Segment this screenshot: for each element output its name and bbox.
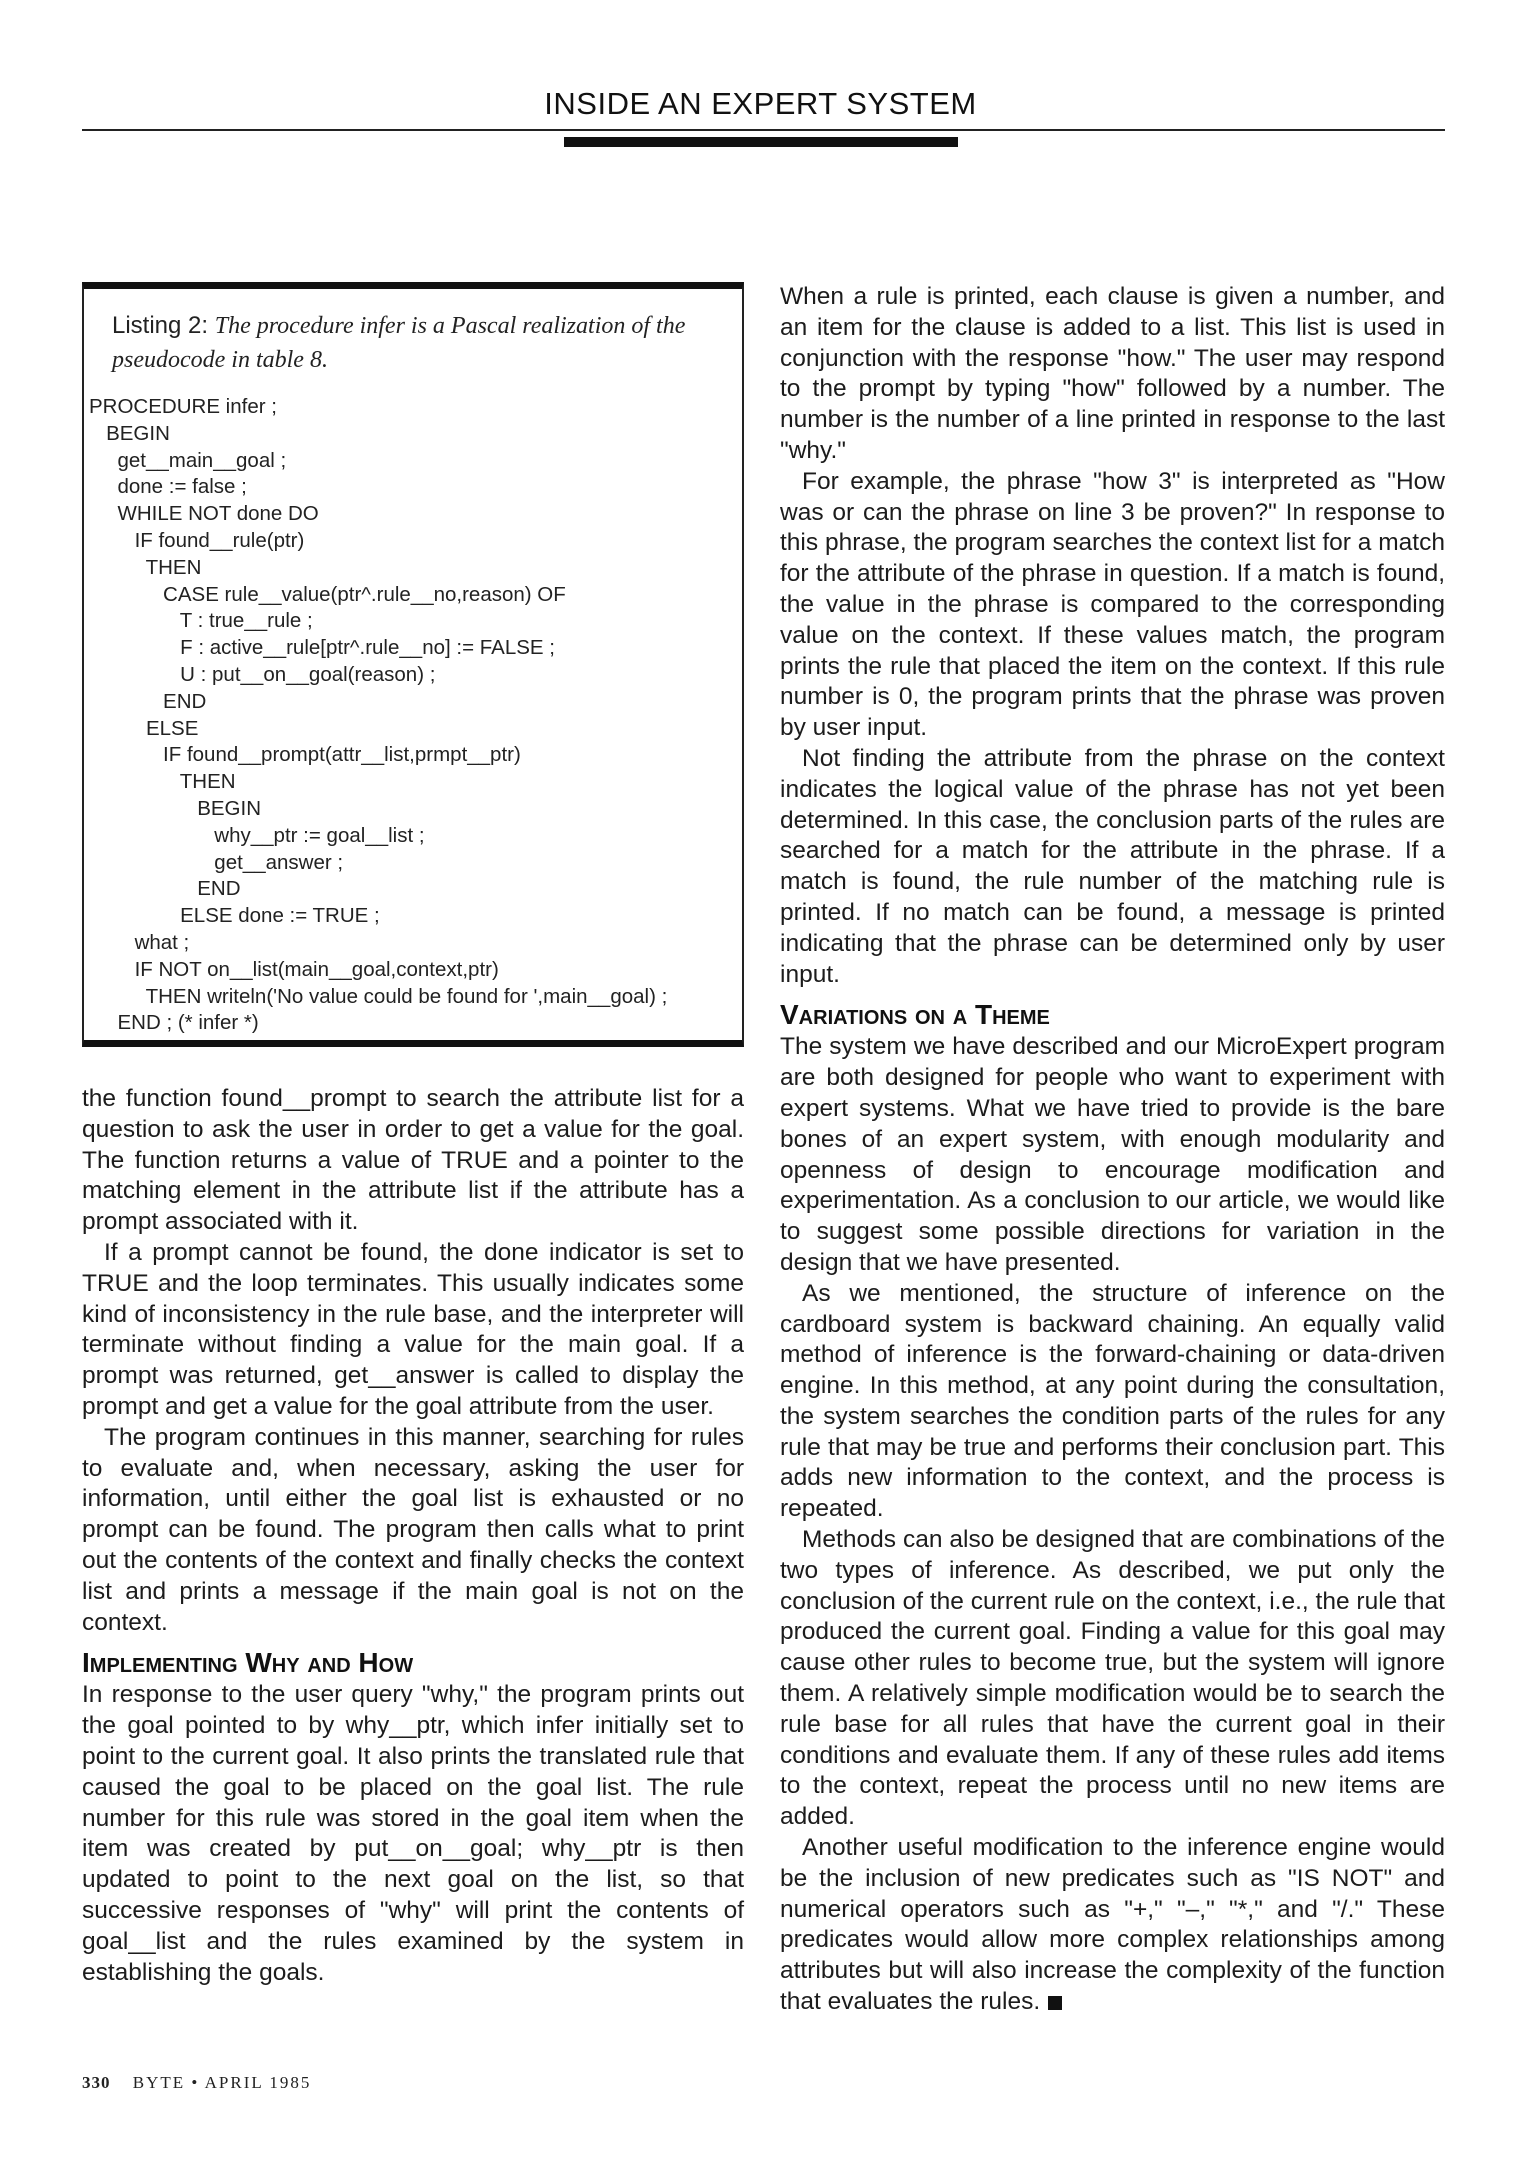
code-line: PROCEDURE infer ; — [89, 395, 277, 418]
paragraph: Not finding the attribute from the phrase on the context indicates the logical value of the phrase has not yet been determined. In this case, the conclusion parts of the rules are searched for a match for the attribute in the phrase. If a match is found, the rule number of the matching rule is printed. If no match can be found, a message is printed indicating that the phrase can be determined only by user input. — [780, 744, 1445, 988]
page-number: 330 — [82, 2073, 111, 2092]
code-line: END — [89, 877, 241, 901]
paragraph: Methods can also be designed that are combinations of the two types of inference. As described, we put only the conclusion of the current rule on the context, i.e., the rule that produced the current goal. Finding a value for this goal may cause other rules to become true, but the system will ignore them. A relatively simple modification would be to search the rule base for all rules that have the current goal in their conditions and evaluate them. If any of these rules add items to the context, repeat the process until no new items are added. — [780, 1526, 1445, 1831]
header-bar — [564, 137, 958, 147]
left-column — [82, 1084, 744, 1988]
paragraph: For example, the phrase "how 3" is interpreted as "How was or can the phrase on line 3 be proven?" In response to this phrase, the program searches the context list for a match for the attribute of the phrase in question. If a match is found, the value in the phrase is compared to the corresponding value on the context. If these values match, the program prints the rule that placed the item on the context. If this rule number is 0, the program prints that the phrase was proven by user input. — [780, 467, 1445, 742]
code-line: what ; — [89, 930, 190, 954]
code-line: T : true__rule ; — [89, 609, 313, 633]
paragraph: In response to the user query "why," the program prints out the goal pointed to by why__ptr, which infer initially set to point to the current goal. It also prints the translated rule that caused the goal to be placed on the goal list. The rule number for this rule was stored in the goal item when the item was created by put__on__goal; why__ptr is then updated to point to the next goal on the list, so that successive responses of "why" will print the contents of goal__list and the rules examined by the system in establishing the goals. — [82, 1681, 744, 1986]
listing-caption-text: The procedure infer is a Pascal realization of the pseudocode in table 8. — [112, 313, 686, 373]
code-line: END ; (* infer *) — [89, 1011, 259, 1035]
code-line: IF found__rule(ptr) — [89, 528, 305, 552]
code-line: IF found__prompt(attr__list,prmpt__ptr) — [89, 743, 521, 767]
paragraph: The system we have described and our MicroExpert program are both designed for people who want to experiment with expert systems. What we have tried to provide is the bare bones of an expert system, with enough modularity and openness of design to encourage modification and experimentation. As a conclusion to our article, we would like to suggest some possible directions for variation in the design that we have presented. — [780, 1033, 1445, 1276]
paragraph-text: Another useful modification to the inference engine would be the inclusion of new predicates such as "IS NOT" and numerical operators such as "+," "–," "*," and "/." These predicates would allow more complex relationships among attributes but will also increase the complexity of the function that evaluates the rules. — [780, 1834, 1445, 2016]
code-line: THEN — [89, 770, 236, 794]
code-line: F : active__rule[ptr^.rule__no] := FALSE ; — [89, 636, 555, 660]
code-line: IF NOT on__list(main__goal,context,ptr) — [89, 957, 499, 981]
listing-box — [82, 282, 744, 1047]
paragraph: If a prompt cannot be found, the done indicator is set to TRUE and the loop terminates. This usually indicates some kind of inconsistency in the rule base, and the interpreter will terminate without finding a value for the main goal. If a prompt was returned, get__answer is called to display the prompt and get a value for the goal attribute from the user. — [82, 1238, 744, 1420]
code-line: END — [89, 689, 207, 713]
section-heading: Implementing Why and How — [82, 1647, 414, 1679]
code-line: THEN writeln('No value could be found for ',main__goal) ; — [89, 984, 668, 1008]
paragraph: As we mentioned, the structure of inference on the cardboard system is backward chaining. An equally valid method of inference is the forward-chaining or data-driven engine. In this method, at any point during the consultation, the system searches the condition parts of the rules for any rule that may be true and performs their conclusion part. This adds new information to the context, and the process is repeated. — [780, 1279, 1445, 1523]
code-line: WHILE NOT done DO — [89, 502, 319, 526]
code-listing — [89, 394, 739, 1037]
header-rule — [82, 129, 1445, 131]
code-line: U : put__on__goal(reason) ; — [89, 662, 436, 686]
end-mark-icon — [1048, 1996, 1062, 2010]
code-line: BEGIN — [89, 796, 262, 820]
code-line: why__ptr := goal__list ; — [89, 823, 425, 847]
running-header: INSIDE AN EXPERT SYSTEM — [544, 86, 977, 121]
paragraph: The program continues in this manner, searching for rules to evaluate and, when necessary, asking the user for information, until either the goal list is exhausted or no prompt can be found. The program then calls what to print out the contents of the context and finally checks the context list and prints a message if the main goal is not on the context. — [82, 1423, 744, 1636]
paragraph — [780, 1833, 1445, 2018]
listing-caption — [112, 309, 712, 377]
listing-label: Listing 2: — [112, 312, 209, 339]
right-column — [780, 282, 1445, 2018]
page-footer — [82, 2073, 311, 2093]
section-heading: Variations on a Theme — [780, 999, 1050, 1031]
code-line: ELSE — [89, 716, 199, 740]
magazine-issue: BYTE • APRIL 1985 — [132, 2073, 312, 2092]
code-line: get__answer ; — [89, 850, 344, 874]
code-line: CASE rule__value(ptr^.rule__no,reason) OF — [89, 582, 566, 606]
code-line: ELSE done := TRUE ; — [89, 904, 380, 928]
code-line: THEN — [89, 555, 202, 579]
code-line: get__main__goal ; — [89, 448, 287, 472]
paragraph: the function found__prompt to search the attribute list for a question to ask the user in order to get a value for the goal. The function returns a value of TRUE and a pointer to the matching element in the attribute list if the attribute has a prompt associated with it. — [82, 1085, 744, 1236]
code-line: BEGIN — [89, 421, 170, 445]
paragraph: When a rule is printed, each clause is given a number, and an item for the clause is added to a list. This list is used in conjunction with the response "how." The user may respond to the prompt by typing "how" followed by a number. The number is the number of a line printed in response to the last "why." — [780, 283, 1445, 464]
code-line: done := false ; — [89, 475, 247, 499]
